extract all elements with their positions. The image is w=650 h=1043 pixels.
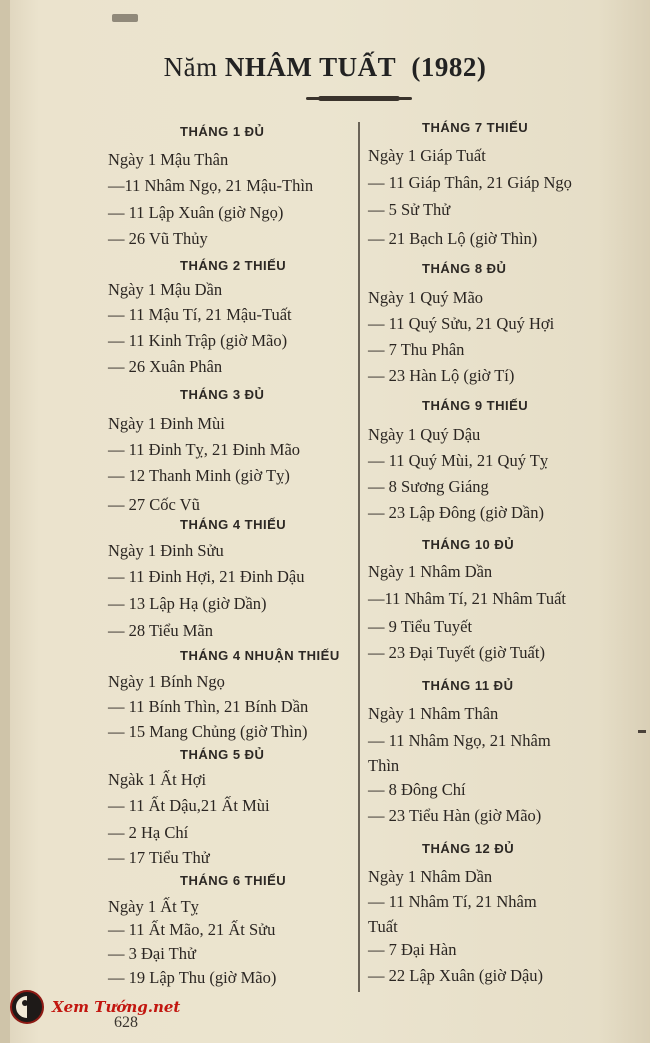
calendar-line: — 28 Tiểu Mãn (108, 621, 213, 640)
month-heading: THÁNG 1 ĐỦ (180, 124, 265, 139)
calendar-line: Ngày 1 Mậu Thân (108, 150, 229, 169)
scan-edge (0, 0, 10, 1043)
title-ornament (318, 96, 400, 101)
calendar-line: — 7 Đại Hàn (368, 940, 457, 959)
yin-yang-icon (10, 990, 44, 1024)
month-heading: THÁNG 5 ĐỦ (180, 747, 265, 762)
month-heading: THÁNG 8 ĐỦ (422, 261, 507, 276)
calendar-line: — 11 Đinh Hợi, 21 Đinh Dậu (108, 567, 305, 586)
calendar-line: — 3 Đại Thử (108, 944, 196, 963)
calendar-line: — 15 Mang Chủng (giờ Thìn) (108, 722, 308, 741)
calendar-line: — 5 Sử Thử (368, 200, 451, 219)
calendar-line: — 13 Lập Hạ (giờ Dần) (108, 594, 267, 613)
calendar-line: Ngày 1 Nhâm Dần (368, 562, 493, 581)
watermark (10, 990, 180, 1024)
calendar-line: Ngày 1 Đinh Mùi (108, 414, 225, 433)
calendar-line: — 21 Bạch Lộ (giờ Thìn) (368, 229, 538, 248)
title-prefix: Năm (163, 52, 218, 82)
calendar-line: — 11 Nhâm Ngọ, 21 Nhâm (368, 731, 551, 750)
calendar-line: — 11 Nhâm Tí, 21 Nhâm (368, 892, 537, 911)
calendar-line: — 8 Sương Giáng (368, 477, 489, 496)
calendar-line: Ngày 1 Quý Mão (368, 288, 484, 307)
edge-mark (638, 730, 646, 733)
title-main: NHÂM TUẤT (224, 52, 397, 82)
calendar-line: — 11 Lập Xuân (giờ Ngọ) (108, 203, 284, 222)
calendar-line: — 11 Quý Sửu, 21 Quý Hợi (368, 314, 555, 333)
month-heading: THÁNG 4 NHUẬN THIẾU (180, 648, 340, 663)
calendar-line: — 11 Bính Thìn, 21 Bính Dần (108, 697, 309, 716)
calendar-line: Tuất (368, 917, 398, 936)
calendar-line: Ngày 1 Nhâm Dần (368, 867, 493, 886)
watermark-text: Xem Tướng.net (52, 998, 181, 1016)
calendar-line: Ngày 1 Quý Dậu (368, 425, 481, 444)
calendar-line: — 17 Tiểu Thử (108, 848, 210, 867)
calendar-line: — 9 Tiểu Tuyết (368, 617, 473, 636)
calendar-line: Thìn (368, 756, 400, 775)
page-title (0, 52, 650, 83)
calendar-line: — 11 Đinh Tỵ, 21 Đinh Mão (108, 440, 301, 459)
calendar-line: — 19 Lập Thu (giờ Mão) (108, 968, 277, 987)
month-heading: THÁNG 6 THIẾU (180, 873, 287, 888)
calendar-line: — 7 Thu Phân (368, 340, 465, 359)
month-heading: THÁNG 2 THIẾU (180, 258, 287, 273)
month-heading: THÁNG 4 THIẾU (180, 517, 287, 532)
calendar-line: — 22 Lập Xuân (giờ Dậu) (368, 966, 544, 985)
calendar-line: — 23 Đại Tuyết (giờ Tuất) (368, 643, 545, 662)
calendar-line: — 26 Vũ Thủy (108, 229, 208, 248)
ink-mark (112, 14, 138, 22)
calendar-line: Ngày 1 Bính Ngọ (108, 672, 225, 691)
page-number: 628 (114, 1014, 138, 1031)
calendar-line: — 12 Thanh Minh (giờ Tỵ) (108, 466, 290, 485)
calendar-line: — 2 Hạ Chí (108, 823, 189, 842)
calendar-line: Ngày 1 Ất Tỵ (108, 897, 199, 916)
calendar-line: — 11 Giáp Thân, 21 Giáp Ngọ (368, 173, 572, 192)
calendar-line: — 11 Quý Mùi, 21 Quý Tỵ (368, 451, 549, 470)
month-heading: THÁNG 12 ĐỦ (422, 841, 515, 856)
calendar-line: Ngày 1 Mậu Dần (108, 280, 223, 299)
calendar-line: — 23 Lập Đông (giờ Dần) (368, 503, 544, 522)
month-heading: THÁNG 7 THIẾU (422, 120, 529, 135)
calendar-line: — 11 Ất Dậu,21 Ất Mùi (108, 796, 270, 815)
calendar-line: — 8 Đông Chí (368, 780, 466, 799)
column-divider (358, 122, 360, 992)
month-heading: THÁNG 9 THIẾU (422, 398, 529, 413)
calendar-line: —11 Nhâm Tí, 21 Nhâm Tuất (368, 589, 567, 608)
calendar-line: Ngày 1 Nhâm Thân (368, 704, 499, 723)
calendar-line: Ngàk 1 Ất Hợi (108, 770, 207, 789)
calendar-line: — 27 Cốc Vũ (108, 495, 200, 514)
calendar-line: — 26 Xuân Phân (108, 357, 223, 376)
calendar-line: Ngày 1 Giáp Tuất (368, 146, 486, 165)
month-heading: THÁNG 3 ĐỦ (180, 387, 265, 402)
calendar-line: — 11 Kinh Trập (giờ Mão) (108, 331, 288, 350)
calendar-line: —11 Nhâm Ngọ, 21 Mậu-Thìn (108, 176, 314, 195)
calendar-line: Ngày 1 Đinh Sửu (108, 541, 224, 560)
month-heading: THÁNG 10 ĐỦ (422, 537, 515, 552)
title-year: (1982) (411, 52, 487, 82)
calendar-line: — 23 Hàn Lộ (giờ Tí) (368, 366, 515, 385)
calendar-line: — 11 Mậu Tí, 21 Mậu-Tuất (108, 305, 292, 324)
calendar-line: — 11 Ất Mão, 21 Ất Sửu (108, 920, 276, 939)
calendar-line: — 23 Tiểu Hàn (giờ Mão) (368, 806, 542, 825)
month-heading: THÁNG 11 ĐỦ (422, 678, 514, 693)
